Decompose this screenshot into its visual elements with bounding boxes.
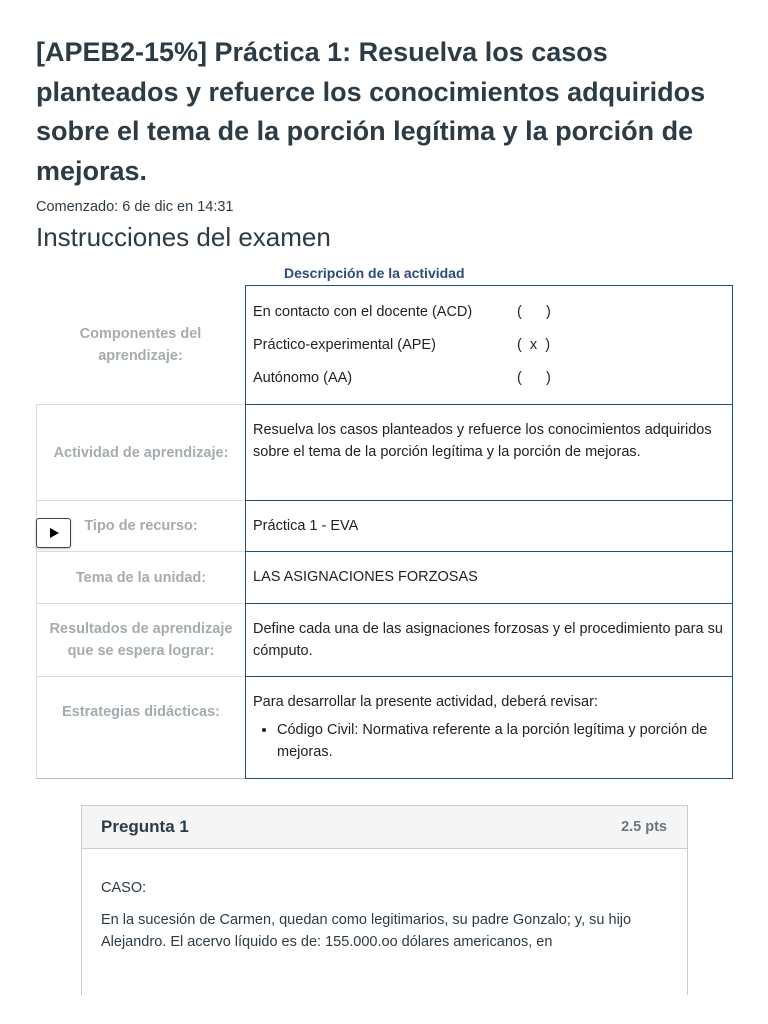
play-icon xyxy=(49,528,59,538)
instructions-heading: Instrucciones del examen xyxy=(36,222,331,252)
component-acd-label: En contacto con el docente (ACD) xyxy=(253,304,473,320)
strategies-value xyxy=(245,676,733,779)
table-row-activity xyxy=(36,404,733,500)
unit-topic-label: Tema de la unidad: xyxy=(36,551,245,603)
components-value xyxy=(245,285,733,404)
resource-value: Práctica 1 - EVA xyxy=(245,500,733,551)
case-label: CASO: xyxy=(101,880,147,896)
component-ape-mark: ( x ) xyxy=(517,337,551,353)
components-label: Componentes del aprendizaje: xyxy=(79,325,202,364)
table-row-strategies xyxy=(36,676,733,779)
page-title: [APEB2-15%] Práctica 1: Resuelva los casos planteados y refuerce los conocimientos adquiridos sobre el tema de la porción legítima y la porción de mejoras. xyxy=(36,37,706,186)
table-row-outcomes xyxy=(36,603,733,676)
question-card xyxy=(81,805,688,995)
outcomes-label: Resultados de aprendizaje que se espera lograr: xyxy=(36,603,245,676)
play-button[interactable] xyxy=(36,518,71,548)
question-title: Pregunta 1 xyxy=(101,817,189,836)
started-timestamp: Comenzado: 6 de dic en 14:31 xyxy=(36,199,234,215)
outcomes-value: Define cada una de las asignaciones forzosas y el procedimiento para su cómputo. xyxy=(245,603,733,676)
component-acd-mark: ( ) xyxy=(517,304,551,320)
question-header xyxy=(82,806,687,849)
component-aa-label: Autónomo (AA) xyxy=(253,370,353,386)
activity-label: Actividad de aprendizaje: xyxy=(36,404,245,500)
question-points: 2.5 pts xyxy=(621,819,667,835)
table-row-resource xyxy=(36,500,733,551)
question-body xyxy=(101,877,673,963)
resource-label: Tipo de recurso: xyxy=(36,500,245,551)
strategies-list xyxy=(253,719,724,763)
strategies-list-item: • Código Civil: Normativa referente a la porción legítima y porción de mejoras. xyxy=(277,719,724,763)
component-aa-mark: ( ) xyxy=(517,370,551,386)
activity-value: Resuelva los casos planteados y refuerce los conocimientos adquiridos sobre el tema de la porción legítima y la porción de mejoras. xyxy=(245,404,733,500)
strategies-label: Estrategias didácticas: xyxy=(36,676,245,779)
table-row-unit-topic xyxy=(36,551,733,603)
strategies-intro: Para desarrollar la presente actividad, deberá revisar: xyxy=(253,694,598,710)
table-row-components xyxy=(36,285,733,404)
component-ape-label: Práctico-experimental (APE) xyxy=(253,337,436,353)
unit-topic-value: LAS ASIGNACIONES FORZOSAS xyxy=(245,551,733,603)
table-caption: Descripción de la actividad xyxy=(284,265,465,281)
case-text: En la sucesión de Carmen, quedan como legitimarios, su padre Gonzalo; y, su hijo Alejandro. El acervo líquido es de: 155.000.oo dólares americanos, en xyxy=(101,912,632,950)
